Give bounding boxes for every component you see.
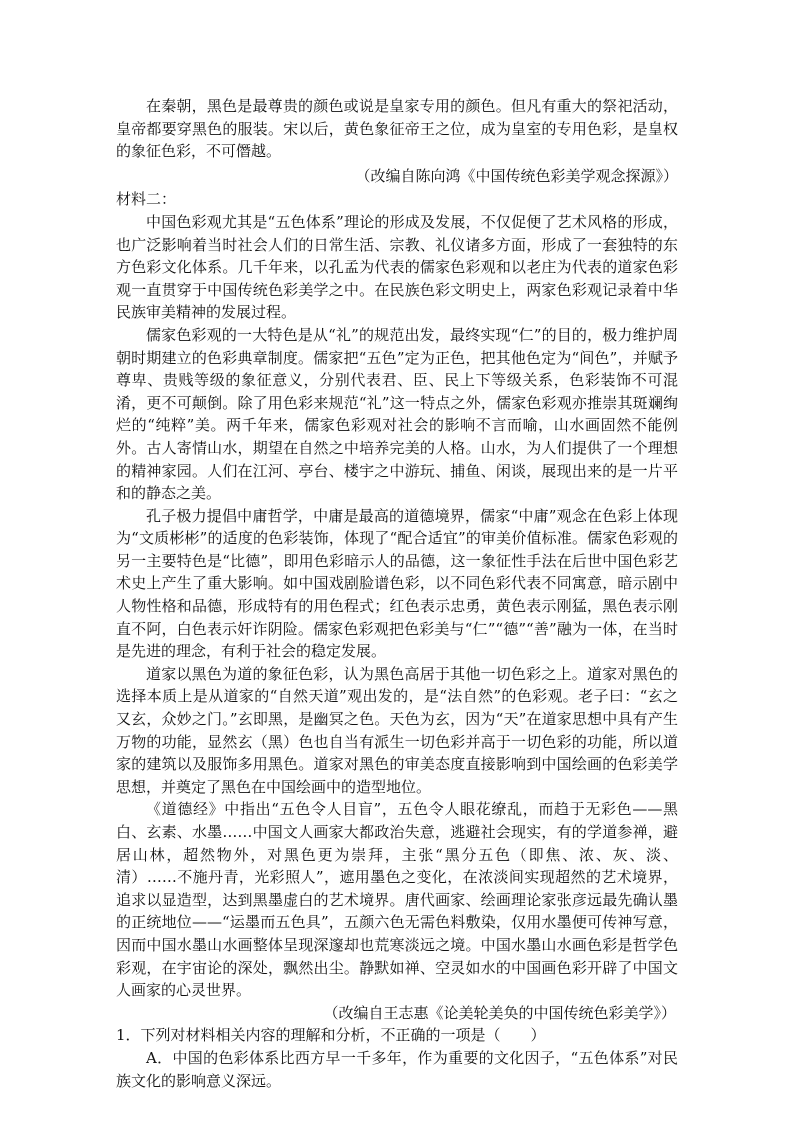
question-1-stem: 1．下列对材料相关内容的理解和分析，不正确的一项是（ ）: [116, 1026, 546, 1045]
material-two-paragraph-3: 孔子极力提倡中庸哲学，中庸是最高的道德境界，儒家“中庸”观念在色彩上体现为“文质彬彬”的适度的色彩装饰，体现了“配合适宜”的审美价值标准。儒家色彩观的另一主要特色是“比德”，即用色彩暗示人的品德，这一象征性手法在后世中国色彩艺术史上产生了重大影响。如中国戏剧脸谱色彩，以不同色彩代表不同寓意，暗示剧中人物性格和品德，形成特有的用色程式；红色表示忠勇，黄色表示刚猛，黑色表示刚直不阿，白色表示奸诈阴险。儒家色彩观把色彩美与“仁”“德”“善”融为一体，在当时是先进的理念，有利于社会的稳定发展。: [116, 506, 678, 661]
material-two-heading: 材料二：: [116, 190, 177, 209]
material-two-source: （改编自王志惠《论美轮美奂的中国传统色彩美学》）: [323, 1003, 676, 1022]
document-body: [116, 95, 678, 1092]
material-two-paragraph-2: 儒家色彩观的一大特色是从“礼”的规范出发，最终实现“仁”的目的，极力维护周朝时期建立的色彩典章制度。儒家把“五色”定为正色，把其他色定为“间色”，并赋予尊卑、贵贱等级的象征意义，分别代表君、臣、民上下等级关系，色彩装饰不可混淆，更不可颠倒。除了用色彩来规范“礼”这一特点之外，儒家色彩观亦推崇其斑斓绚烂的“纯粹”美。两千年来，儒家色彩观对社会的影响不言而喻，山水画固然不能例外。古人寄情山水，期望在自然之中培养完美的人格。山水，为人们提供了一个理想的精神家园。人们在江河、亭台、楼宇之中游玩、捕鱼、闲谈，展现出来的是一片平和的静态之美。: [116, 325, 678, 503]
material-two-paragraph-1: 中国色彩观尤其是“五色体系”理论的形成及发展，不仅促便了艺术风格的形成，也广泛影响着当时社会人们的日常生活、宗教、礼仪诸多方面，形成了一套独特的东方色彩文化体系。几千年来，以孔孟为代表的儒家色彩观和以老庄为代表的道家色彩观一直贯穿于中国传统色彩美学之中。在民族色彩文明史上，两家色彩观记录着中华民族审美精神的发展过程。: [116, 212, 678, 322]
material-one-closing-paragraph: 在秦朝，黑色是最尊贵的颜色或说是皇家专用的颜色。但凡有重大的祭祀活动，皇帝都要穿黑色的服装。宋以后，黄色象征帝王之位，成为皇室的专用色彩，是皇权的象征色彩，不可僭越。: [116, 97, 678, 161]
material-one-source: （改编自陈向鸿《中国传统色彩美学观念探源》）: [355, 166, 678, 185]
question-1-option-a: A．中国的色彩体系比西方早一千多年，作为重要的文化因子，“五色体系”对民族文化的影响意义深远。: [116, 1048, 678, 1090]
material-two-paragraph-5: 《道德经》中指出“五色令人目盲”，五色令人眼花缭乱，而趋于无彩色——黑白、玄素、水墨……中国文人画家大都政治失意，逃避社会现实，有的学道参禅，避居山林，超然物外，对黑色更为崇拜，主张“黑分五色（即焦、浓、灰、淡、清）……不施丹青，光彩照人”，遮用墨色之变化，在浓淡间实现超然的艺术境界，追求以显造型，达到黑墨虚白的艺术境界。唐代画家、绘画理论家张彦远最先确认墨的正统地位——“运墨而五色具”，五颜六色无需色料敷染，仅用水墨便可传神写意，因而中国水墨山水画整体呈现深邃却也荒寒淡远之境。中国水墨山水画色彩是哲学色彩观，在宇宙论的深处，飘然出尘。静默如禅、空灵如水的中国画色彩开辟了中国文人画家的心灵世界。: [116, 800, 678, 1000]
material-two-paragraph-4: 道家以黑色为道的象征色彩，认为黑色高居于其他一切色彩之上。道家对黑色的选择本质上是从道家的“自然天道”观出发的，是“法自然”的色彩观。老子曰：“玄之又玄，众妙之门。”玄即黑，是幽冥之色。天色为玄，因为“天”在道家思想中具有产生万物的功能，显然玄（黑）色也自当有派生一切色彩并高于一切色彩的功能，所以道家的建筑以及服饰多用黑色。道家对黑色的审美态度直接影响到中国绘画的色彩美学思想，并奠定了黑色在中国绘画中的造型地位。: [116, 664, 678, 796]
